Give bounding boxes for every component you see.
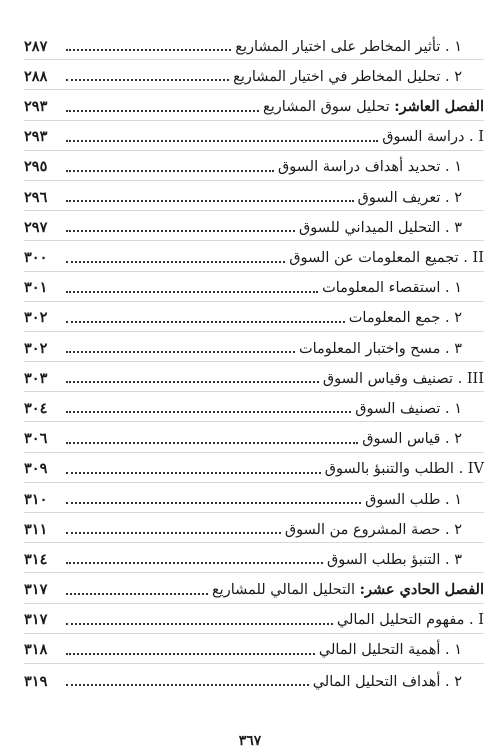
dot-leader — [66, 291, 318, 293]
toc-entry-title-text: ٣ . التنبؤ بطلب السوق — [327, 551, 462, 568]
toc-entry-title — [327, 553, 484, 568]
dot-leader — [66, 532, 281, 534]
toc-page-number: ٣١٧ — [24, 581, 48, 599]
dot-leader — [66, 110, 259, 112]
toc-page-number: ٢٨٨ — [24, 67, 48, 85]
toc-entry-title — [349, 311, 484, 326]
page-number: ٣٦٧ — [238, 733, 262, 749]
toc-entry-title-text: ١ . تصنيف السوق — [355, 400, 462, 417]
dot-leader — [66, 321, 345, 323]
toc-entry-title — [337, 613, 484, 628]
toc-entry-row[interactable] — [24, 392, 484, 422]
toc-page-number: ٣٠٢ — [24, 339, 48, 357]
dot-leader — [66, 411, 351, 413]
toc-entry-row[interactable] — [24, 513, 484, 543]
toc-entry-title-text: I . مفهوم التحليل المالي — [336, 612, 484, 629]
toc-page-number: ٣١٧ — [24, 611, 48, 629]
toc-page-number: ٢٩٦ — [24, 188, 48, 206]
toc-entry-title-text: ١ . استقصاء المعلومات — [322, 280, 462, 297]
toc-page-number: ٣١٩ — [24, 672, 48, 690]
toc-entry-row[interactable] — [24, 302, 484, 332]
toc-entry-row[interactable] — [24, 634, 484, 664]
toc-entry-title — [299, 221, 484, 236]
toc-entry-title-text: ٣ . التحليل الميداني للسوق — [298, 219, 462, 236]
toc-entry-title-text: الفصل الحادي عشر: — [359, 581, 484, 599]
dot-leader — [66, 351, 295, 353]
toc-entry-row[interactable] — [24, 664, 484, 694]
dot-leader — [66, 140, 378, 142]
toc-entry-title — [358, 191, 484, 206]
toc-entry-title — [235, 40, 484, 55]
toc-entry-row[interactable] — [24, 151, 484, 181]
toc-page-number: ٣٠٠ — [24, 249, 48, 266]
toc-entry-title — [319, 643, 484, 658]
toc-page-number: ٢٩٧ — [24, 218, 48, 236]
toc-entry-title-text: III . تصنيف وقياس السوق — [322, 370, 484, 387]
toc-entry-title-text: II . تجميع المعلومات عن السوق — [289, 250, 484, 266]
toc-entry-title-text: ٢ . جمع المعلومات — [348, 310, 462, 327]
toc-page-number: ٣٠٢ — [24, 309, 48, 327]
toc-entry-title — [382, 130, 484, 145]
toc-entry-row[interactable] — [24, 30, 484, 60]
toc-entry-title — [289, 251, 484, 266]
toc-entry-title — [362, 432, 484, 447]
toc-entry-title-text: ١ . تأثير المخاطر على اختيار المشاريع — [235, 38, 462, 55]
toc-entry-row[interactable] — [24, 483, 484, 513]
toc-entry-title — [323, 372, 484, 387]
toc-entry-title-text: ٢ . تحليل المخاطر في اختيار المشاريع — [233, 68, 462, 85]
toc-entry-title — [355, 402, 484, 417]
toc-entry-row[interactable] — [24, 332, 484, 362]
toc-entry-title — [365, 493, 484, 508]
toc-heading-row[interactable] — [24, 241, 484, 271]
toc-heading-row[interactable] — [24, 121, 484, 151]
toc-entry-title-text: ٢ . حصة المشروع من السوق — [284, 521, 462, 538]
dot-leader — [66, 593, 208, 595]
dot-leader — [66, 472, 321, 474]
table-of-contents — [24, 30, 484, 694]
dot-leader — [66, 261, 285, 263]
dot-leader — [66, 79, 229, 81]
toc-heading-row[interactable] — [24, 573, 484, 603]
toc-entry-subtitle: التحليل المالي للمشاريع — [211, 582, 360, 599]
dot-leader — [66, 170, 274, 172]
dot-leader — [66, 684, 309, 686]
toc-entry-title — [278, 160, 484, 175]
toc-entry-title-text: ١ . طلب السوق — [365, 491, 462, 508]
toc-heading-row[interactable] — [24, 90, 484, 120]
toc-entry-title-text: ٣ . مسح واختبار المعلومات — [298, 340, 462, 357]
toc-entry-row[interactable] — [24, 422, 484, 452]
toc-entry-title — [233, 70, 484, 85]
toc-page-number: ٣١٠ — [24, 490, 48, 508]
toc-entry-row[interactable] — [24, 181, 484, 211]
dot-leader — [66, 653, 315, 655]
toc-entry-title-text: IV . الطلب والتنبؤ بالسوق — [324, 461, 484, 478]
toc-heading-row[interactable] — [24, 604, 484, 634]
toc-page-number: ٢٩٣ — [24, 128, 48, 146]
dot-leader — [66, 442, 358, 444]
toc-entry-title-text: ٢ . تعريف السوق — [357, 189, 462, 206]
toc-page-number: ٢٨٧ — [24, 37, 48, 55]
toc-entry-title — [313, 675, 484, 690]
toc-page-number: ٢٩٥ — [24, 158, 48, 176]
toc-page-number: ٣٠٦ — [24, 430, 48, 448]
toc-entry-row[interactable] — [24, 60, 484, 90]
toc-page-number: ٣٠٤ — [24, 399, 48, 417]
toc-page-number: ٣١٨ — [24, 641, 48, 659]
toc-entry-title — [299, 342, 484, 357]
dot-leader — [66, 381, 319, 383]
toc-page-number: ٣١١ — [24, 520, 48, 538]
toc-heading-row[interactable] — [24, 362, 484, 392]
dot-leader — [66, 230, 295, 232]
dot-leader — [66, 49, 231, 51]
toc-entry-title-text: ٢ . قياس السوق — [362, 431, 462, 448]
dot-leader — [66, 623, 333, 625]
toc-entry-title-text: ١ . تحديد أهداف دراسة السوق — [278, 159, 462, 176]
toc-entry-title-text: I . دراسة السوق — [382, 129, 484, 146]
toc-page-number: ٣٠٣ — [24, 369, 48, 387]
toc-page-number: ٢٩٣ — [24, 98, 48, 116]
toc-page-number: ٣٠٩ — [24, 460, 48, 478]
dot-leader — [66, 502, 361, 504]
toc-entry-title-text: ٢ . أهداف التحليل المالي — [312, 673, 462, 690]
toc-entry-row[interactable] — [24, 272, 484, 302]
dot-leader — [66, 562, 323, 564]
toc-entry-row[interactable] — [24, 543, 484, 573]
toc-entry-row[interactable] — [24, 211, 484, 241]
toc-entry-title — [212, 583, 484, 598]
toc-entry-title — [325, 462, 484, 477]
toc-entry-title — [322, 281, 484, 296]
toc-entry-title — [285, 523, 484, 538]
toc-page-number: ٣٠١ — [24, 279, 48, 297]
toc-entry-title — [263, 100, 484, 115]
toc-entry-title-text: ١ . أهمية التحليل المالي — [318, 642, 462, 659]
dot-leader — [66, 200, 354, 202]
toc-page-number: ٣١٤ — [24, 550, 48, 568]
toc-heading-row[interactable] — [24, 453, 484, 483]
toc-entry-title-text: الفصل العاشر: — [394, 98, 484, 116]
toc-entry-subtitle: تحليل سوق المشاريع — [263, 99, 395, 116]
